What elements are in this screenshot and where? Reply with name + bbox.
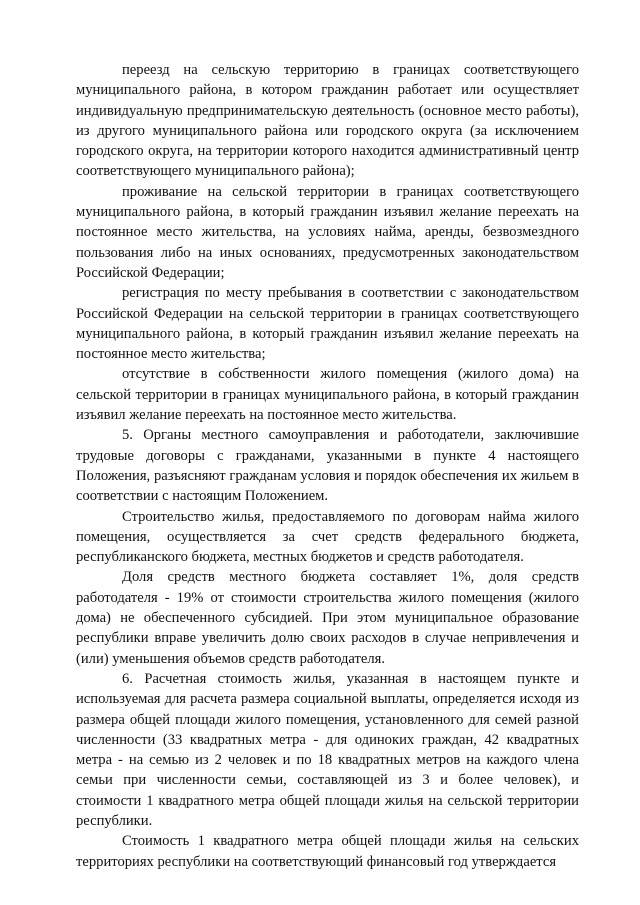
paragraph-residence: проживание на сельской территории в границах соответствующего муниципального района, в который гражданин изъявил желание переехать на постоянное место жительства, на условиях найма, аренды, безвозмездного пользования либо на иных основаниях, предусмотренных законодательством Российской Федерации; [76, 183, 579, 281]
paragraph-relocation: переезд на сельскую территорию в границах соответствующего муниципального района, в котором гражданин работает или осуществляет индивидуальную предпринимательскую деятельность (основное место работы), из другого муниципального района или городского округа (за исключением городского округа, на территории которого находится административный центр соответствующего муниципального района); [76, 62, 579, 180]
paragraph-no-ownership: отсутствие в собственности жилого помещения (жилого дома) на сельской территории в границах муниципального района, в который гражданин изъявил желание переехать на постоянное место жительства. [76, 366, 579, 424]
paragraph-budget-share: Доля средств местного бюджета составляет 1%, доля средств работодателя - 19% от стоимости строительства жилого помещения (жилого дома) не обеспеченного субсидией. При этом муниципальное образование республики вправе увеличить долю своих расходов в случае непривлечения и (или) уменьшения объемов средств работодателя. [76, 569, 579, 667]
document-page [76, 60, 579, 872]
paragraph-registration: регистрация по месту пребывания в соответствии с законодательством Российской Федерации на сельской территории в границах соответствующего муниципального района, в который гражданин изъявил желание переехать на постоянное место жительства; [76, 285, 579, 363]
paragraph-clause-5: 5. Органы местного самоуправления и работодатели, заключившие трудовые договоры с гражданами, указанными в пункте 4 настоящего Положения, разъясняют гражданам условия и порядок обеспечения их жильем в соответствии с настоящим Положением. [76, 427, 579, 505]
paragraph-funding-sources: Строительство жилья, предоставляемого по договорам найма жилого помещения, осуществляется за счет средств федерального бюджета, республиканского бюджета, местных бюджетов и средств работодателя. [76, 508, 579, 566]
paragraph-cost-per-sqm: Стоимость 1 квадратного метра общей площади жилья на сельских территориях республики на соответствующий финансовый год утверждается [76, 833, 579, 870]
paragraph-clause-6: 6. Расчетная стоимость жилья, указанная в настоящем пункте и используемая для расчета размера социальной выплаты, определяется исходя из размера общей площади жилого помещения, установленного для семей разной численности (33 квадратных метра - для одиноких граждан, 42 квадратных метра - на семью из 2 человек и по 18 квадратных метров на каждого члена семьи при численности семьи, составляющей из 3 и более человек), и стоимости 1 квадратного метра общей площади жилья на сельской территории республики. [76, 670, 579, 829]
